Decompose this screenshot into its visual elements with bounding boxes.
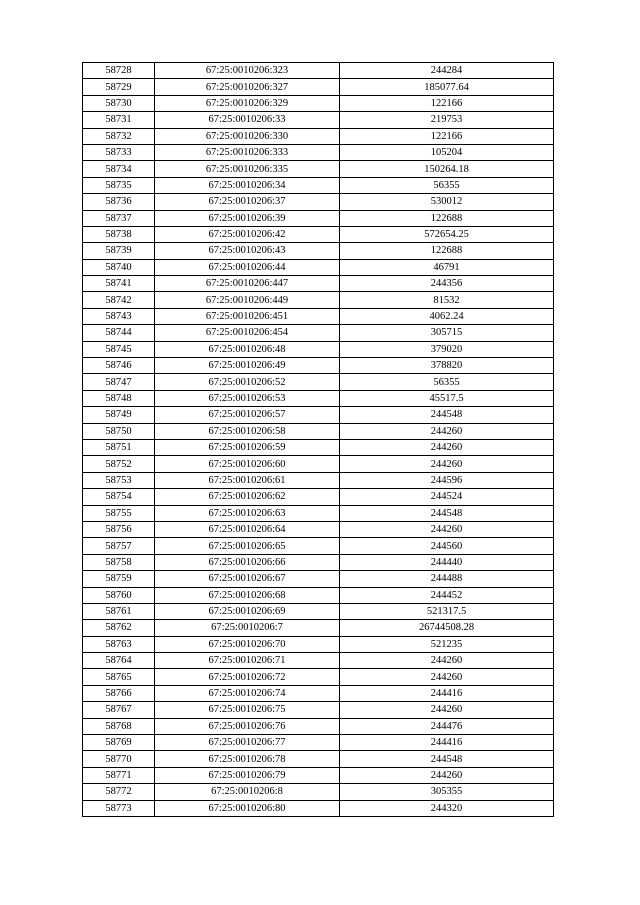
table-row [83, 390, 554, 406]
value-cell: 244476 [340, 718, 554, 734]
value-cell: 81532 [340, 292, 554, 308]
row-number-cell: 58766 [83, 685, 155, 701]
row-number-cell: 58748 [83, 390, 155, 406]
cadastral-number-cell: 67:25:0010206:57 [155, 407, 340, 423]
value-cell: 244356 [340, 276, 554, 292]
cadastral-number-cell: 67:25:0010206:447 [155, 276, 340, 292]
table-row [83, 587, 554, 603]
value-cell: 122688 [340, 243, 554, 259]
cadastral-number-cell: 67:25:0010206:75 [155, 702, 340, 718]
row-number-cell: 58728 [83, 63, 155, 79]
table-row [83, 128, 554, 144]
row-number-cell: 58765 [83, 669, 155, 685]
value-cell: 45517.5 [340, 390, 554, 406]
value-cell: 122688 [340, 210, 554, 226]
row-number-cell: 58759 [83, 571, 155, 587]
row-number-cell: 58733 [83, 144, 155, 160]
value-cell: 305355 [340, 784, 554, 800]
cadastral-number-cell: 67:25:0010206:34 [155, 177, 340, 193]
cadastral-number-cell: 67:25:0010206:64 [155, 521, 340, 537]
table-row [83, 571, 554, 587]
table-row [83, 767, 554, 783]
table-row [83, 194, 554, 210]
row-number-cell: 58754 [83, 489, 155, 505]
table-row [83, 407, 554, 423]
value-cell: 244284 [340, 63, 554, 79]
cadastral-number-cell: 67:25:0010206:71 [155, 653, 340, 669]
value-cell: 244260 [340, 669, 554, 685]
row-number-cell: 58768 [83, 718, 155, 734]
value-cell: 521317.5 [340, 603, 554, 619]
cadastral-number-cell: 67:25:0010206:44 [155, 259, 340, 275]
value-cell: 244260 [340, 653, 554, 669]
row-number-cell: 58772 [83, 784, 155, 800]
cadastral-number-cell: 67:25:0010206:329 [155, 95, 340, 111]
row-number-cell: 58750 [83, 423, 155, 439]
row-number-cell: 58753 [83, 472, 155, 488]
value-cell: 105204 [340, 144, 554, 160]
cadastral-number-cell: 67:25:0010206:62 [155, 489, 340, 505]
value-cell: 244260 [340, 702, 554, 718]
cadastral-number-cell: 67:25:0010206:68 [155, 587, 340, 603]
row-number-cell: 58739 [83, 243, 155, 259]
table-row [83, 669, 554, 685]
row-number-cell: 58755 [83, 505, 155, 521]
cadastral-number-cell: 67:25:0010206:59 [155, 439, 340, 455]
cadastral-number-cell: 67:25:0010206:7 [155, 620, 340, 636]
value-cell: 56355 [340, 374, 554, 390]
table-row [83, 538, 554, 554]
value-cell: 244260 [340, 456, 554, 472]
cadastral-number-cell: 67:25:0010206:79 [155, 767, 340, 783]
table-row [83, 489, 554, 505]
value-cell: 244260 [340, 521, 554, 537]
table-row [83, 243, 554, 259]
row-number-cell: 58745 [83, 341, 155, 357]
value-cell: 26744508.28 [340, 620, 554, 636]
value-cell: 46791 [340, 259, 554, 275]
table-row [83, 423, 554, 439]
cadastral-number-cell: 67:25:0010206:454 [155, 325, 340, 341]
cadastral-number-cell: 67:25:0010206:451 [155, 308, 340, 324]
table-row [83, 800, 554, 816]
value-cell: 56355 [340, 177, 554, 193]
row-number-cell: 58737 [83, 210, 155, 226]
cadastral-number-cell: 67:25:0010206:77 [155, 735, 340, 751]
cadastral-number-cell: 67:25:0010206:69 [155, 603, 340, 619]
value-cell: 305715 [340, 325, 554, 341]
value-cell: 219753 [340, 112, 554, 128]
row-number-cell: 58744 [83, 325, 155, 341]
cadastral-number-cell: 67:25:0010206:52 [155, 374, 340, 390]
table-row [83, 702, 554, 718]
table-row [83, 79, 554, 95]
table-row [83, 472, 554, 488]
row-number-cell: 58769 [83, 735, 155, 751]
table-row [83, 784, 554, 800]
row-number-cell: 58731 [83, 112, 155, 128]
value-cell: 4062.24 [340, 308, 554, 324]
table-row [83, 751, 554, 767]
cadastral-number-cell: 67:25:0010206:61 [155, 472, 340, 488]
value-cell: 521235 [340, 636, 554, 652]
value-cell: 244260 [340, 767, 554, 783]
row-number-cell: 58747 [83, 374, 155, 390]
cadastral-number-cell: 67:25:0010206:8 [155, 784, 340, 800]
table-row [83, 161, 554, 177]
cadastral-number-cell: 67:25:0010206:335 [155, 161, 340, 177]
row-number-cell: 58756 [83, 521, 155, 537]
row-number-cell: 58760 [83, 587, 155, 603]
value-cell: 244452 [340, 587, 554, 603]
cadastral-number-cell: 67:25:0010206:67 [155, 571, 340, 587]
table-row [83, 718, 554, 734]
value-cell: 122166 [340, 95, 554, 111]
row-number-cell: 58770 [83, 751, 155, 767]
cadastral-number-cell: 67:25:0010206:74 [155, 685, 340, 701]
row-number-cell: 58767 [83, 702, 155, 718]
cadastral-number-cell: 67:25:0010206:80 [155, 800, 340, 816]
value-cell: 244488 [340, 571, 554, 587]
row-number-cell: 58732 [83, 128, 155, 144]
table-row [83, 112, 554, 128]
table-row [83, 226, 554, 242]
cadastral-number-cell: 67:25:0010206:63 [155, 505, 340, 521]
cadastral-number-cell: 67:25:0010206:76 [155, 718, 340, 734]
cadastral-number-cell: 67:25:0010206:33 [155, 112, 340, 128]
table-body [83, 63, 554, 817]
value-cell: 244416 [340, 735, 554, 751]
table-row [83, 210, 554, 226]
value-cell: 244320 [340, 800, 554, 816]
value-cell: 244596 [340, 472, 554, 488]
table-row [83, 439, 554, 455]
cadastral-number-cell: 67:25:0010206:60 [155, 456, 340, 472]
table-row [83, 620, 554, 636]
value-cell: 122166 [340, 128, 554, 144]
table-row [83, 505, 554, 521]
value-cell: 244548 [340, 407, 554, 423]
table-row [83, 276, 554, 292]
table-row [83, 144, 554, 160]
table-row [83, 603, 554, 619]
value-cell: 150264.18 [340, 161, 554, 177]
row-number-cell: 58762 [83, 620, 155, 636]
value-cell: 185077.64 [340, 79, 554, 95]
table-row [83, 554, 554, 570]
cadastral-number-cell: 67:25:0010206:53 [155, 390, 340, 406]
value-cell: 244440 [340, 554, 554, 570]
row-number-cell: 58729 [83, 79, 155, 95]
row-number-cell: 58735 [83, 177, 155, 193]
row-number-cell: 58771 [83, 767, 155, 783]
cadastral-number-cell: 67:25:0010206:43 [155, 243, 340, 259]
table-row [83, 735, 554, 751]
value-cell: 244548 [340, 751, 554, 767]
table-row [83, 259, 554, 275]
value-cell: 244524 [340, 489, 554, 505]
table-row [83, 177, 554, 193]
table-row [83, 456, 554, 472]
table-row [83, 521, 554, 537]
value-cell: 244416 [340, 685, 554, 701]
row-number-cell: 58743 [83, 308, 155, 324]
table-row [83, 374, 554, 390]
row-number-cell: 58752 [83, 456, 155, 472]
cadastral-number-cell: 67:25:0010206:327 [155, 79, 340, 95]
cadastral-number-cell: 67:25:0010206:323 [155, 63, 340, 79]
table-row [83, 63, 554, 79]
table-row [83, 653, 554, 669]
table-row [83, 325, 554, 341]
row-number-cell: 58764 [83, 653, 155, 669]
row-number-cell: 58763 [83, 636, 155, 652]
row-number-cell: 58730 [83, 95, 155, 111]
cadastral-number-cell: 67:25:0010206:48 [155, 341, 340, 357]
value-cell: 530012 [340, 194, 554, 210]
row-number-cell: 58758 [83, 554, 155, 570]
row-number-cell: 58749 [83, 407, 155, 423]
row-number-cell: 58746 [83, 358, 155, 374]
cadastral-number-cell: 67:25:0010206:42 [155, 226, 340, 242]
cadastral-number-cell: 67:25:0010206:72 [155, 669, 340, 685]
value-cell: 572654.25 [340, 226, 554, 242]
cadastral-number-cell: 67:25:0010206:49 [155, 358, 340, 374]
value-cell: 244560 [340, 538, 554, 554]
row-number-cell: 58773 [83, 800, 155, 816]
row-number-cell: 58741 [83, 276, 155, 292]
value-cell: 244260 [340, 423, 554, 439]
value-cell: 244260 [340, 439, 554, 455]
cadastral-number-cell: 67:25:0010206:65 [155, 538, 340, 554]
table-row [83, 95, 554, 111]
row-number-cell: 58740 [83, 259, 155, 275]
row-number-cell: 58734 [83, 161, 155, 177]
cadastral-number-cell: 67:25:0010206:78 [155, 751, 340, 767]
row-number-cell: 58751 [83, 439, 155, 455]
row-number-cell: 58742 [83, 292, 155, 308]
cadastral-number-cell: 67:25:0010206:39 [155, 210, 340, 226]
cadastral-number-cell: 67:25:0010206:330 [155, 128, 340, 144]
value-cell: 379020 [340, 341, 554, 357]
cadastral-number-cell: 67:25:0010206:58 [155, 423, 340, 439]
row-number-cell: 58736 [83, 194, 155, 210]
row-number-cell: 58761 [83, 603, 155, 619]
row-number-cell: 58757 [83, 538, 155, 554]
cadastral-number-cell: 67:25:0010206:66 [155, 554, 340, 570]
table-row [83, 341, 554, 357]
value-cell: 378820 [340, 358, 554, 374]
table-row [83, 636, 554, 652]
cadastral-number-cell: 67:25:0010206:333 [155, 144, 340, 160]
data-table [82, 62, 554, 817]
value-cell: 244548 [340, 505, 554, 521]
table-row [83, 685, 554, 701]
cadastral-number-cell: 67:25:0010206:449 [155, 292, 340, 308]
cadastral-number-cell: 67:25:0010206:70 [155, 636, 340, 652]
cadastral-number-cell: 67:25:0010206:37 [155, 194, 340, 210]
table-row [83, 308, 554, 324]
row-number-cell: 58738 [83, 226, 155, 242]
table-row [83, 358, 554, 374]
table-row [83, 292, 554, 308]
